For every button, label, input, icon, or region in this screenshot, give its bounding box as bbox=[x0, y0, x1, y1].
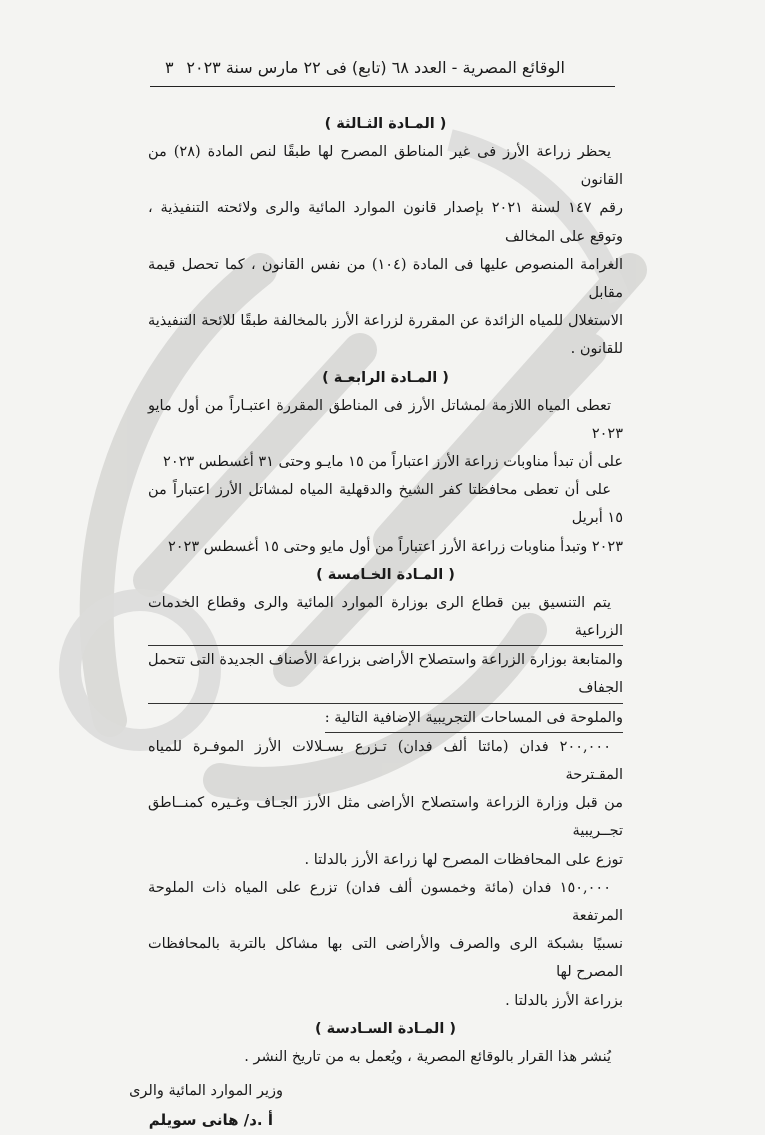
article-4-line: ٢٠٢٣ وتبدأ مناوبات زراعة الأرز اعتباراً من أول مايو وحتى ١٥ أغسطس ٢٠٢٣ bbox=[167, 538, 623, 555]
article-4-line: على أن تعطى محافظتا كفر الشيخ والدقهلية المياه لمشاتل الأرز اعتباراً من ١٥ أبريل bbox=[148, 482, 623, 527]
article-5-item-2-line: ١٥٠,٠٠٠ فدان (مائة وخمسون ألف فدان) تزرع على المياه ذات الملوحة المرتفعة bbox=[148, 879, 623, 925]
article-5-heading: ( المـادة الخـامسة ) bbox=[316, 566, 455, 583]
article-5-line: يتم التنسيق بين قطاع الرى بوزارة الموارد المائية والرى وقطاع الخدمات الزراعية bbox=[148, 589, 623, 646]
document-body bbox=[129, 110, 623, 1135]
article-4-heading: ( المـادة الرابعـة ) bbox=[322, 369, 449, 386]
article-6-heading: ( المـادة السـادسة ) bbox=[315, 1020, 456, 1037]
minister-title: وزير الموارد المائية والرى bbox=[129, 1083, 283, 1100]
article-5-item-1-line: من قبل وزارة الزراعة واستصلاح الأراضى مثل الأرز الجـاف وغـيره كمنــاطق تجــريبية bbox=[148, 795, 623, 840]
article-3-heading: ( المـادة الثـالثة ) bbox=[324, 116, 447, 132]
article-5-item-1-line: توزع على المحافظات المصرح لها زراعة الأرز بالدلتا . bbox=[304, 851, 623, 868]
article-4-line: تعطى المياه اللازمة لمشاتل الأرز فى المناطق المقررة اعتبـاراً من أول مايو ٢٠٢٣ bbox=[148, 397, 623, 442]
article-3-line: الغرامة المنصوص عليها فى المادة (١٠٤) من نفس القانون ، كما تحصل قيمة مقابل bbox=[148, 256, 623, 302]
page-header bbox=[150, 56, 615, 87]
gazette-title: الوقائع المصرية - العدد ٦٨ (تابع) فى ٢٢ مارس سنة ٢٠٢٣ bbox=[186, 58, 565, 77]
article-3-line: الاستغلال للمياه الزائدة عن المقررة لزراعة الأرز بالمخالفة طبقًا للائحة التنفيذية للقانون . bbox=[148, 313, 623, 358]
article-5-line: والملوحة فى المساحات التجريبية الإضافية التالية : bbox=[325, 704, 623, 733]
page-number: ٣ bbox=[165, 58, 174, 77]
article-5-line: والمتابعة بوزارة الزراعة واستصلاح الأراضى بزراعة الأصناف الجديدة التى تتحمل الجفاف bbox=[148, 646, 623, 703]
article-6-line: يُنشر هذا القرار بالوقائع المصرية ، ويُعمل به من تاريخ النشر . bbox=[244, 1048, 611, 1065]
article-3-line: يحظر زراعة الأرز فى غير المناطق المصرح لها طبقًا لنص المادة (٢٨) من القانون bbox=[148, 144, 623, 189]
article-3-line: رقم ١٤٧ لسنة ٢٠٢١ بإصدار قانون الموارد المائية والرى ولائحته التنفيذية ، وتوقع على المخالف bbox=[148, 200, 623, 245]
article-4-line: على أن تبدأ مناوبات زراعة الأرز اعتباراً من ١٥ مايـو وحتى ٣١ أغسطس ٢٠٢٣ bbox=[163, 454, 623, 471]
article-5-item-2-line: نسبيًا بشبكة الرى والصرف والأراضى التى بها مشاكل بالتربة بالمحافظات المصرح لها bbox=[148, 936, 623, 981]
signature-block bbox=[129, 1077, 623, 1135]
article-5-item-1-line: ٢٠٠,٠٠٠ فدان (مائتا ألف فدان) تـزرع بسـلالات الأرز الموفـرة للمياه المقـترحة bbox=[148, 738, 623, 784]
minister-name: أ .د/ هانى سويلم bbox=[148, 1111, 273, 1130]
article-5-line-wrapper bbox=[148, 704, 623, 733]
article-5-item-2-line: بزراعة الأرز بالدلتا . bbox=[505, 992, 623, 1009]
